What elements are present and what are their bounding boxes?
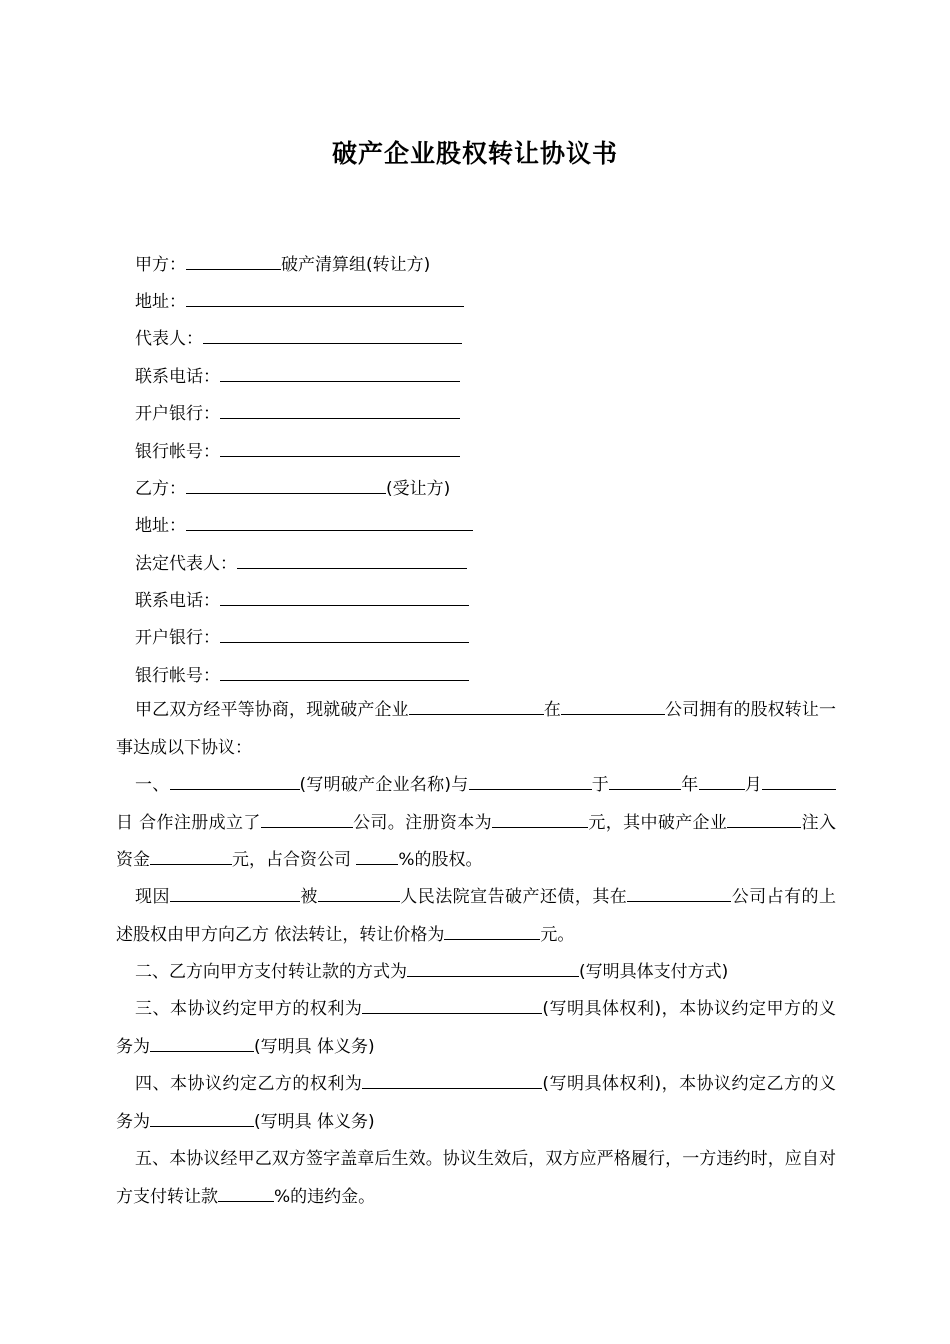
party-b-address-line — [135, 513, 473, 537]
blank[interactable] — [561, 699, 665, 715]
blank[interactable] — [627, 886, 731, 902]
clause3-text-3: (写明具 体义务) — [254, 1036, 375, 1057]
clause1-text-5: 月 — [744, 775, 763, 795]
party-a-bank-label: 开户银行： — [135, 404, 220, 424]
clause1b-text-5: 元。 — [540, 924, 575, 945]
clause1b-text-2: 被 — [299, 887, 318, 907]
clause1-text-6: 日 合作注册成立了 — [116, 812, 261, 833]
party-a-rep-label: 代表人： — [135, 329, 203, 349]
party-a-address-label: 地址： — [135, 292, 186, 312]
clause1-text-11: %的股权。 — [398, 850, 483, 870]
party-a-line — [135, 252, 430, 276]
clause3-text-2: (写明具体权利)，本协议约定甲方的义务为 — [116, 999, 837, 1057]
party-a-bank-line — [135, 401, 460, 425]
blank[interactable] — [261, 812, 353, 828]
party-a-suffix: 破产清算组(转让方) — [281, 255, 431, 275]
blank[interactable] — [492, 812, 588, 828]
clause1-text-9: 注入资金 — [116, 812, 837, 870]
clause1b-text-4: 公司占有的上述股权由甲方向乙方 依法转让，转让价格为 — [116, 887, 837, 945]
party-a-rep-line — [135, 326, 462, 350]
blank[interactable] — [356, 849, 398, 865]
party-b-blank[interactable] — [186, 476, 386, 494]
party-b-address-label: 地址： — [135, 516, 186, 536]
party-a-bank-blank[interactable] — [220, 401, 460, 419]
clause1-text-3: 于 — [591, 775, 610, 795]
party-a-label: 甲方： — [135, 255, 186, 275]
party-a-account-blank[interactable] — [220, 439, 460, 457]
party-b-phone-label: 联系电话： — [135, 591, 220, 611]
clause2-text-2: (写明具体支付方式) — [579, 962, 729, 982]
party-a-phone-label: 联系电话： — [135, 367, 220, 387]
intro-text-1: 甲乙双方经平等协商，现就破产企业 — [135, 700, 409, 720]
blank[interactable] — [609, 774, 681, 790]
clause-3 — [116, 991, 836, 1066]
intro-text-3: 公司拥有的股权转让一事达成以下协议： — [116, 700, 837, 758]
clause4-text-3: (写明具 体义务) — [254, 1111, 375, 1132]
party-b-address-blank[interactable] — [186, 513, 473, 531]
intro-text-2: 在 — [543, 700, 561, 720]
intro-paragraph — [116, 692, 836, 767]
party-b-phone-line — [135, 588, 469, 612]
blank[interactable] — [170, 774, 300, 790]
party-a-address-line — [135, 289, 464, 313]
clause1b-text-3: 人民法院宣告破产还债，其在 — [399, 887, 628, 907]
clause1-text-10: 元，占合资公司 — [232, 850, 357, 870]
clause-4 — [116, 1066, 836, 1141]
blank[interactable] — [150, 1111, 254, 1127]
blank[interactable] — [362, 1073, 542, 1089]
clause1-text-1: 一、 — [135, 775, 170, 795]
party-b-rep-label: 法定代表人： — [135, 554, 237, 574]
party-b-bank-label: 开户银行： — [135, 628, 220, 648]
clause3-text-1: 三、本协议约定甲方的权利为 — [135, 999, 363, 1019]
clause1b-text-1: 现因 — [135, 887, 170, 907]
party-b-line — [135, 476, 450, 500]
party-a-phone-line — [135, 364, 460, 388]
blank[interactable] — [727, 812, 801, 828]
blank[interactable] — [318, 886, 400, 902]
clause-2 — [116, 954, 836, 992]
party-b-bank-line — [135, 625, 469, 649]
party-a-rep-blank[interactable] — [203, 326, 462, 344]
blank[interactable] — [362, 998, 542, 1014]
party-b-rep-line — [135, 551, 467, 575]
blank[interactable] — [772, 774, 836, 790]
clause2-text-1: 二、乙方向甲方支付转让款的方式为 — [135, 962, 407, 982]
party-b-suffix: (受让方) — [386, 479, 451, 499]
blank[interactable] — [407, 961, 579, 977]
document-title: 破产企业股权转让协议书 — [331, 139, 618, 168]
party-a-address-blank[interactable] — [186, 289, 464, 307]
party-b-account-line — [135, 663, 469, 687]
party-b-bank-blank[interactable] — [220, 625, 469, 643]
blank[interactable] — [150, 1036, 254, 1052]
blank[interactable] — [762, 774, 772, 790]
party-b-account-blank[interactable] — [220, 663, 469, 681]
party-a-account-line — [135, 439, 460, 463]
party-b-phone-blank[interactable] — [220, 588, 469, 606]
blank[interactable] — [469, 774, 592, 790]
clause-1-continuation — [116, 879, 836, 954]
clause5-text-1: 五、本协议经甲乙双方签字盖章后生效。协议生效后，双方应严格履行，一方违约时，应自对方支付转让款 — [116, 1149, 836, 1207]
clause1-text-4: 年 — [681, 775, 699, 795]
party-b-label: 乙方： — [135, 479, 186, 499]
blank[interactable] — [170, 886, 300, 902]
blank[interactable] — [409, 699, 544, 715]
clause-5 — [116, 1141, 836, 1216]
blank[interactable] — [699, 774, 745, 790]
blank[interactable] — [218, 1186, 274, 1202]
clause1-text-2: (写明破产企业名称)与 — [299, 775, 469, 795]
blank[interactable] — [150, 849, 232, 865]
clause5-text-2: %的违约金。 — [274, 1186, 376, 1207]
party-a-phone-blank[interactable] — [220, 364, 460, 382]
party-a-account-label: 银行帐号： — [135, 442, 220, 462]
party-b-rep-blank[interactable] — [237, 551, 467, 569]
clause1-text-8: 元，其中破产企业 — [588, 812, 728, 833]
clause-1 — [116, 767, 836, 880]
clause4-text-1: 四、本协议约定乙方的权利为 — [135, 1074, 363, 1094]
party-b-account-label: 银行帐号： — [135, 666, 220, 686]
clause1-text-7: 公司。注册资本为 — [352, 812, 492, 833]
blank[interactable] — [444, 924, 540, 940]
party-a-blank[interactable] — [186, 252, 281, 270]
clause4-text-2: (写明具体权利)，本协议约定乙方的义务为 — [116, 1074, 837, 1132]
